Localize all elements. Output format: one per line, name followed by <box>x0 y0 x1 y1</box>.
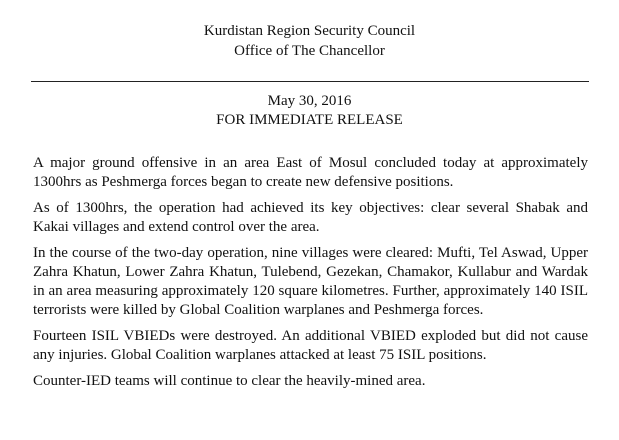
paragraph-2: As of 1300hrs, the operation had achieved its key objectives: clear several Shabak and Kakai villages and extend control over the area. <box>33 200 588 235</box>
release-date: May 30, 2016 <box>267 93 352 109</box>
release-info <box>0 92 619 130</box>
release-label: FOR IMMEDIATE RELEASE <box>216 112 403 128</box>
paragraph-5: Counter-IED teams will continue to clear the heavily-mined area. <box>33 373 426 389</box>
press-release-body <box>33 154 588 398</box>
organization-name: Kurdistan Region Security Council <box>203 23 416 39</box>
paragraph-3: In the course of the two-day operation, nine villages were cleared: Mufti, Tel Aswad, Upper Zahra Khatun, Lower Zahra Khatun, Tulebend, Gezekan, Chamakor, Kullabur and Wardak in an area measuring approximately 120 square kilometres. Further, approximately 140 ISIL terrorists were killed by Global Coalition warplanes and Peshmerga forces. <box>33 245 588 318</box>
paragraph-1: A major ground offensive in an area East of Mosul concluded today at approximately 1300hrs as Peshmerga forces began to create new defensive positions. <box>33 155 588 190</box>
paragraph-4: Fourteen ISIL VBIEDs were destroyed. An additional VBIED exploded but did not cause any injuries. Global Coalition warplanes attacked at least 75 ISIL positions. <box>33 328 588 363</box>
header-divider <box>31 81 589 82</box>
office-name: Office of The Chancellor <box>234 43 385 59</box>
letterhead <box>0 21 619 61</box>
